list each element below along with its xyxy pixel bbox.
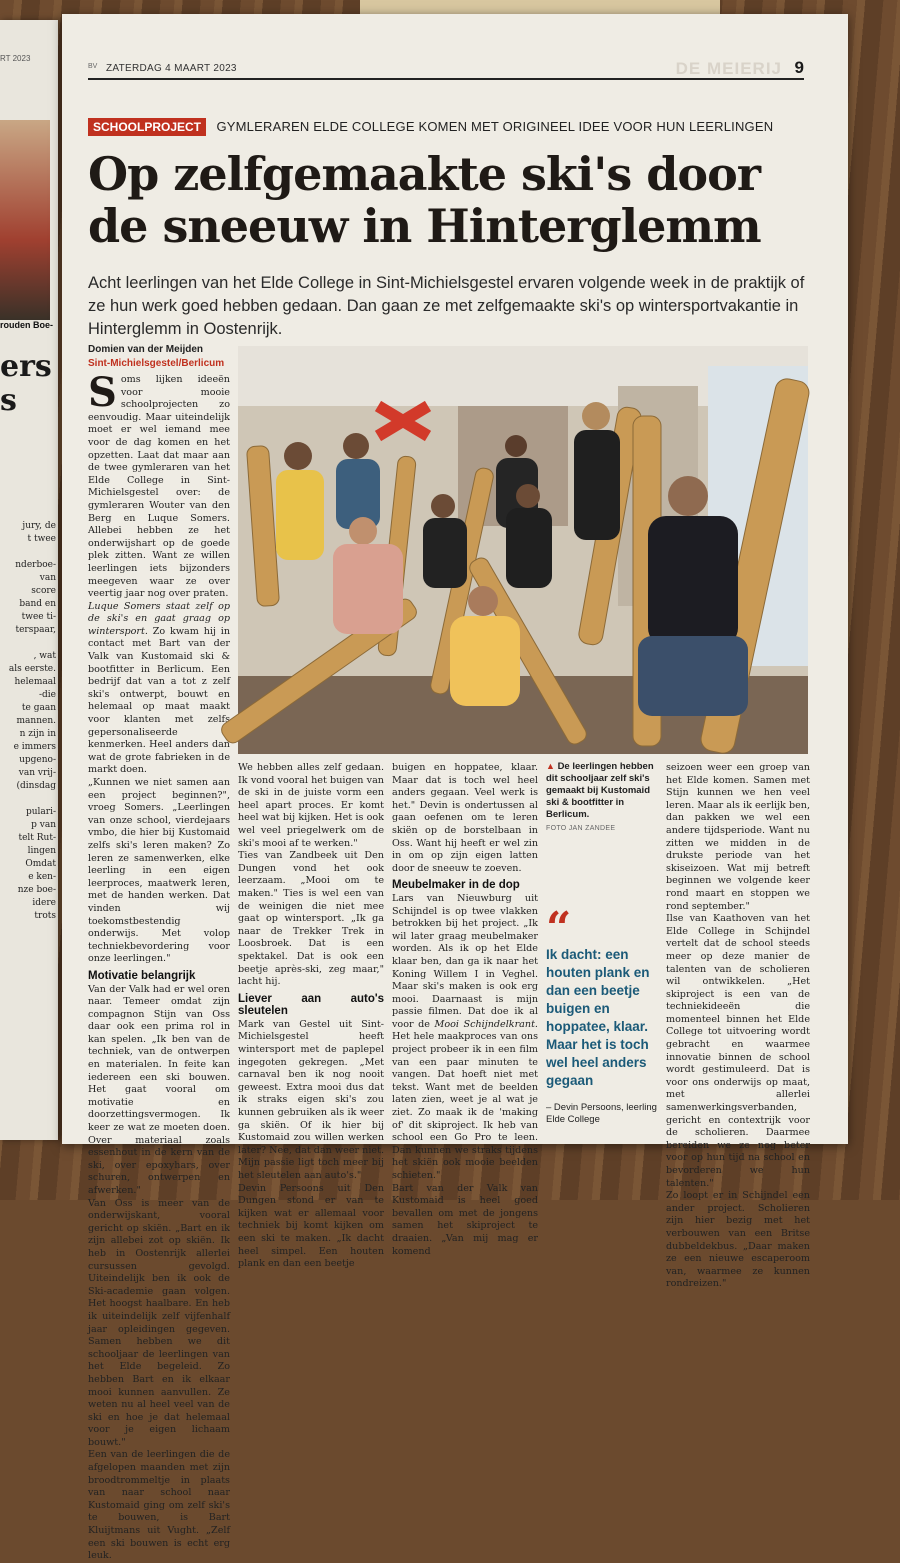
page-number: 9 — [794, 58, 804, 77]
col3-p2-italic: Mooi Schijndelkrant. — [434, 1018, 538, 1030]
col1-paragraph-5: Van Oss is meer van de onderwijskant, vooral gericht op skiën. „Bart en ik zijn allebei zot op skiën. Ik heb in Oostenrijk allerlei cursussen gevolgd. Uiteindelijk ben ik ook de Ski-academie gaan volgen. Het hoogst haalbare. En heb ik uiteindelijk zelf vijfenhalf jaar opleidingen gegeven. Samen hebben we dit schooljaar de leerlingen van het Elde begeleid. Zo hebben Bart en ik elkaar mooi kunnen aanvullen. Ze weten nu al heel veel van de ski en hoe je dat helemaal voor je eigen lichaam bouwt." — [88, 1197, 230, 1448]
col3-p2b-text: Het hele maakproces van ons project probeer ik in een film van een paar minuten te vangen. Dat hoeft niet met tekst. Want met de beelden laten zien, weet je al wat je ziet. Zo maak ik de 'making of' dit skiproject. Ik heb van school een Go Pro te leen. Dan kunnen we straks tijdens het skiën ook mooie beelden schieten." — [392, 1031, 538, 1181]
left-page-caption: rouden Boe- — [0, 320, 53, 330]
pull-quote-attribution: – Devin Persoons, leerling Elde College — [546, 1102, 657, 1125]
page-header — [88, 58, 804, 80]
col3-paragraph-3: Bart van der Valk van Kustomaid is heel goed bevallen om met de jongens samen het skiproject te draaien. „Van mij mag er komend — [392, 1182, 538, 1257]
col1-paragraph-3: „Kunnen we niet samen aan een project beginnen?", vroeg Somers. „Leerlingen van onze school, vierdejaars vmbo, die hier bij Kustomaid zelfs ski's leren maken? Zo leren ze samenwerken, elke leerling in een eigen leerproces, maatwerk leren, met de handen werken. Dat vinden wij toekomstbestendig onderwijs. Met volop techniekbevordering voor onze leerlingen." — [88, 777, 230, 965]
col1-paragraph-4: Van der Valk had er wel oren naar. Temeer omdat zijn compagnon Stijn van Oss daar ook een prima rol in kan spelen. „Ik ben van de techniek, van de ontwerpen en materialen. In feite kan iedereen een ski bouwen. Het gaat vooral om motivatie en doorzettingsvermogen. Ik keer ze wat ze moeten doen. Over materiaal zoals essenhout in de kern van de ski, over epoxyhars, over schuren, ontwerpen en afwerken." — [88, 983, 230, 1196]
col3-paragraph-1: buigen en hoppatee, klaar. Maar dat is toch wel heel anders gegaan. Veel werk is het." Devin is ondertussen al gaan oefenen om te leren skiën op de borstelbaan in Oss. Want hij heeft er wel zin in om op zijn eigen latten door de sneeuw te zoeven. — [392, 762, 538, 874]
edition-code: BV — [88, 63, 98, 70]
left-page-date: RT 2023 — [0, 54, 31, 63]
col2-paragraph-3: Mark van Gestel uit Sint-Michielsgestel heeft wintersport met de paplepel ingegoten gekregen. „Met carnaval ben ik nog nooit geweest. Extra mooi dus dat ik straks eigen ski's zou kunnen gebruiken als ik weer ga skiën. Of ik hier bij Kustomaid zou willen werken later? Nee, dat dan weer niet. Mijn passie ligt toch meer bij het sleutelen aan auto's." — [238, 1018, 384, 1181]
left-page-photo — [0, 120, 50, 320]
pull-quote-text: Ik dacht: een houten plank en dan een beetje buigen en hoppatee, klaar. Maar het is toch wel heel anders gegaan — [546, 947, 650, 1088]
photo-illustration — [238, 346, 808, 754]
kicker-subtitle: GYMLERAREN ELDE COLLEGE KOMEN MET ORIGINEEL IDEE VOOR HUN LEERLINGEN — [216, 119, 774, 134]
kicker-tag: SCHOOLPROJECT — [88, 118, 206, 136]
dateline-location: Sint-Michielsgestel/Berlicum — [88, 358, 225, 369]
article-column-3 — [392, 762, 538, 1258]
subhead-liever: Liever aan auto's sleutelen — [238, 992, 384, 1018]
drop-cap: S — [88, 369, 117, 416]
quote-mark-icon: “ — [546, 903, 572, 954]
subhead-meubelmaker: Meubelmaker in de dop — [392, 879, 520, 892]
caption-text: De leerlingen hebben dit schooljaar zelf ski's gemaakt bij Kustomaid ski & bootfitter in Berlicum. — [546, 761, 654, 820]
article-column-2 — [238, 762, 384, 1271]
col2-paragraph-2: Ties van Zandbeek uit Den Dungen vond het ook leerzaam. „Mooi om te maken." Ties is wel een van de weinigen die niet mee gaat op wintersport. „Ik ga naar de Trekker Trek in Loosbroek. Dat is een spektakel. Dat is ook een beetje après-ski, zeg maar," lacht hij. — [238, 850, 384, 988]
byline: Domien van der Meijden — [88, 344, 204, 355]
issue-date: ZATERDAG 4 MAART 2023 — [106, 63, 237, 74]
col1-p2-italic: Luque Somers staat zelf op de ski's en gaat graag op wintersport. — [88, 600, 230, 637]
section-name: DE MEIERIJ — [675, 59, 782, 78]
article-column-4 — [666, 762, 810, 1291]
kicker — [88, 118, 773, 136]
col4-paragraph-1: seizoen weer een groep van het Elde komen. Samen met Stijn kunnen we hen veel leren. Maar als ik eerlijk ben, dan pakken we wel een andere tijdsperiode. Want nu zitten we midden in de drukste periode van het skiseizoen. Wat mij betreft beginnen we volgende keer rond maart en stoppen we rond september." — [666, 762, 810, 912]
col4-paragraph-2: Ilse van Kaathoven van het Elde College in Schijndel vertelt dat de school steeds meer op deze manier de talenten van de scholieren wil ontwikkelen. „Het skiproject is een van de techniekideeën die momenteel binnen het Elde College tot uitvoering wordt gebracht en waarmee innovatie binnen de school wordt gestimuleerd. Dat is voor ons onderwijs op maat, met allerlei samenwerkingsverbanden, gericht en contextrijk voor de scholieren. Daarmee bereiden we ze nog beter voor op hun tijd na school en bevorderen we hun talenten." — [666, 913, 810, 1189]
left-page-fragment — [0, 20, 58, 1140]
col2-paragraph-4: Devin Persoons uit Den Dungen stond er van te kijken wat er allemaal voor techniek bij komt kijken om een ski te maken. „Ik dacht heel simpel. Een houten plank en dan een beetje — [238, 1182, 384, 1270]
intro-paragraph: Acht leerlingen van het Elde College in Sint-Michielsgestel ervaren volgende week in de praktijk of ze hun werk goed hebben gedaan. Dan gaan ze met zelfgemaakte ski's op wintersportvakantie in Hinterglemm in Oostenrijk. — [88, 274, 805, 338]
col1-paragraph-1: oms lijken ideeën voor mooie schoolprojecten zo eenvoudig. Maar uiteindelijk moet er wel iemand mee voor de dag komen en het opzetten. Laat dat maar aan de twee gymleraren van het Elde College in Sint-Michielsgestel over: de gymleraren Wouter van den Berg en Luque Somers. Allebei hebben ze het onderwijshart op de goede plek zitten. Want ze willen leerlingen iets bijzonders meegeven waar ze over veertig jaar nog over praten. — [88, 374, 230, 600]
col1-paragraph-2 — [88, 601, 230, 777]
photo-caption — [546, 760, 658, 835]
left-page-headline: ers s — [0, 349, 52, 418]
pull-quote — [546, 903, 658, 1126]
col4-paragraph-3: Zo loopt er in Schijndel een ander project. Scholieren zijn hier bezig met het verbouwen van een Britse dubbeldekbus. „Daar maken ze een nieuwe escaperoom van, waarmee ze kunnen rondreizen." — [666, 1190, 810, 1290]
col2-paragraph-1: We hebben alles zelf gedaan. Ik vond vooral het buigen van de ski in de juiste vorm een heel apart proces. Er komt heel wat bij kijken. Het is ook wel veel priegelwerk om de ski's mooi af te werken." — [238, 762, 384, 849]
article-photo — [238, 346, 808, 754]
col3-paragraph-2 — [392, 893, 538, 1183]
left-page-column: jury, de t twee nderboe- van score band en twee ti- terspaar, , wat als eerste. helemaal -die te gaan mannen. n zijn in e immers upgeno- van vrij- (dinsdag pulari- p van telt Rut- lingen Omdat e ken- nze boe- idere trots — [8, 521, 56, 921]
col1-paragraph-6: Een van de leerlingen die de afgelopen maanden met zijn broodtrommeltje in plaats van naar school naar Kustomaid ging om zelf ski's te bouwen, is Bart Kluijtmans uit Vught. „Zelf een ski bouwen is echt erg leuk. — [88, 1449, 230, 1562]
headline: Op zelfgemaakte ski's door de sneeuw in Hinterglemm — [88, 147, 761, 253]
photo-credit: FOTO JAN ZANDEE — [546, 825, 616, 832]
subhead-motivatie: Motivatie belangrijk — [88, 969, 196, 982]
col1-p2-text: Zo kwam hij in contact met Bart van der Valk van Kustomaid ski & bootfitter in Berlicum. Een bedrijf dat van a tot z zelf ski's ontwerpt, bouwt en helemaal op maat maakt voor klanten met zelfs gepersonaliseerde kenmerken. Heel anders dan wat de grote fabrieken in de markt doen. — [88, 625, 230, 776]
article-column-1 — [88, 369, 230, 1563]
caption-marker-icon: ▲ — [546, 761, 555, 771]
newspaper-page — [62, 14, 848, 1562]
col3-p2-text: Lars van Nieuwburg uit Schijndel is op twee vlakken betrokken bij het project. „Ik wil later graag meubelmaker worden. Als ik op het Elde klaar ben, dan ga ik naar het Koning Willem I in Veghel. Maar ski's maken is ook erg mooi. Daarnaast is mijn passie filmen. Dat doe ik al voor de — [392, 892, 538, 1030]
